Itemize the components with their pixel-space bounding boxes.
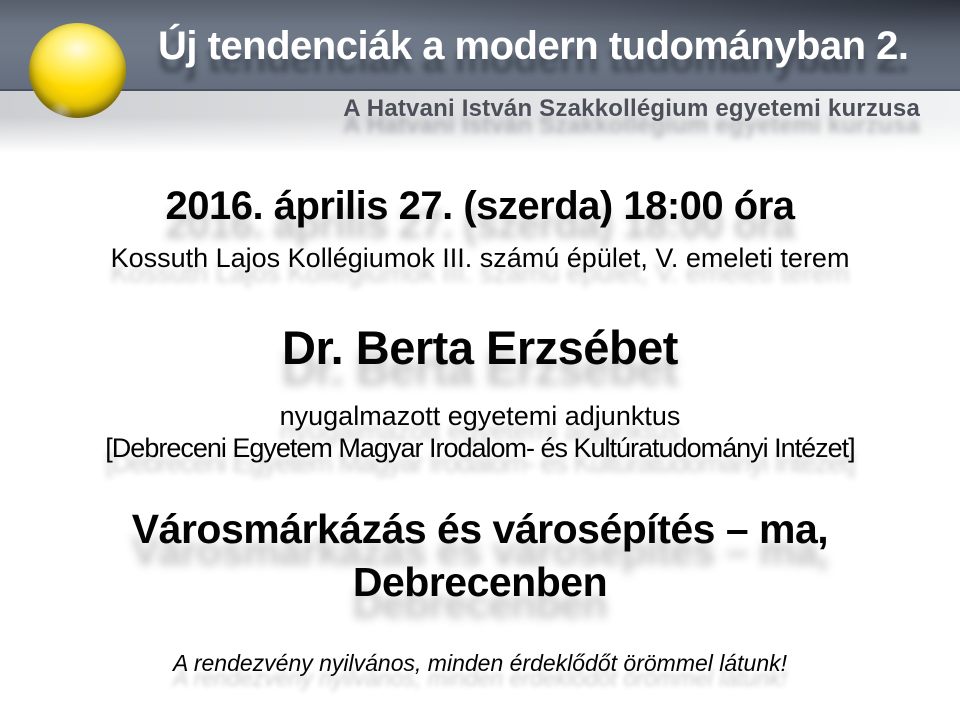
organizer-subtitle: A Hatvani István Szakkollégium egyetemi kurzusa (343, 95, 920, 122)
subtitle-band (0, 91, 960, 153)
yellow-sphere-logo-icon (29, 23, 126, 118)
speaker-affiliation: [Debreceni Egyetem Magyar Irodalom- és Kultúratudományi Intézet] (105, 433, 855, 463)
page-title: Új tendenciák a modern tudományban 2. (158, 23, 909, 68)
speaker-rank: nyugalmazott egyetemi adjunktus (279, 401, 681, 431)
event-location: Kossuth Lajos Kollégiumok III. számú épület, V. emeleti terem (110, 243, 850, 273)
public-invitation-note: A rendezvény nyilvános, minden érdeklődőt örömmel látunk! (172, 650, 788, 676)
lecture-title-line1: Városmárkázás és városépítés – ma, (131, 506, 829, 552)
event-datetime: 2016. április 27. (szerda) 18:00 óra (165, 184, 795, 228)
header-band (0, 0, 960, 91)
lecture-title-line2: Debrecenben (352, 559, 608, 605)
speaker-name: Dr. Berta Erzsébet (282, 321, 678, 374)
